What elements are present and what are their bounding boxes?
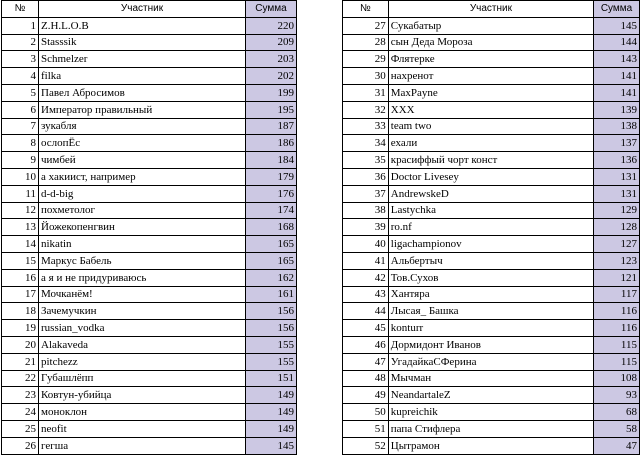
- row-number: 13: [2, 219, 39, 236]
- score-sum: 195: [246, 101, 297, 118]
- score-sum: 145: [246, 437, 297, 454]
- table-row: [2, 68, 297, 85]
- row-number: 5: [2, 84, 39, 101]
- table-row: [343, 252, 640, 269]
- table-row: [2, 84, 297, 101]
- row-number: 8: [2, 135, 39, 152]
- score-sum: 199: [246, 84, 297, 101]
- table-row: [2, 370, 297, 387]
- table-row: [2, 34, 297, 51]
- table-row: [343, 353, 640, 370]
- score-sum: 156: [246, 303, 297, 320]
- row-number: 25: [2, 420, 39, 437]
- row-number: 40: [343, 236, 389, 253]
- score-sum: 129: [594, 202, 640, 219]
- table-row: [2, 303, 297, 320]
- score-sum: 149: [246, 420, 297, 437]
- table-row: [2, 437, 297, 454]
- row-number: 38: [343, 202, 389, 219]
- row-number: 49: [343, 387, 389, 404]
- row-number: 20: [2, 336, 39, 353]
- participant-name: чимбей: [39, 152, 246, 169]
- row-number: 26: [2, 437, 39, 454]
- table-row: [343, 185, 640, 202]
- score-sum: 117: [594, 286, 640, 303]
- participant-name: сын Деда Мороза: [388, 34, 593, 51]
- participant-name: Дормидонт Иванов: [388, 336, 593, 353]
- row-number: 50: [343, 404, 389, 421]
- row-number: 52: [343, 437, 389, 454]
- row-number: 43: [343, 286, 389, 303]
- score-sum: 203: [246, 51, 297, 68]
- table-row: [343, 286, 640, 303]
- participant-name: ligachampionov: [388, 236, 593, 253]
- participant-name: похметолог: [39, 202, 246, 219]
- table-row: [343, 84, 640, 101]
- participant-name: XXX: [388, 101, 593, 118]
- score-sum: 162: [246, 269, 297, 286]
- score-sum: 138: [594, 118, 640, 135]
- participant-name: Лысая_ Башка: [388, 303, 593, 320]
- participant-name: Йожекопенгвин: [39, 219, 246, 236]
- row-number: 19: [2, 320, 39, 337]
- score-sum: 176: [246, 185, 297, 202]
- score-sum: 151: [246, 370, 297, 387]
- row-number: 39: [343, 219, 389, 236]
- row-number: 47: [343, 353, 389, 370]
- table-row: [343, 219, 640, 236]
- participant-name: neofit: [39, 420, 246, 437]
- participant-name: красиффый чорт конст: [388, 152, 593, 169]
- participant-name: а хакиист, например: [39, 168, 246, 185]
- row-number: 29: [343, 51, 389, 68]
- score-sum: 202: [246, 68, 297, 85]
- header-sum: Сумма: [246, 1, 297, 18]
- score-sum: 121: [594, 269, 640, 286]
- table-row: [2, 219, 297, 236]
- score-sum: 136: [594, 152, 640, 169]
- score-sum: 116: [594, 303, 640, 320]
- row-number: 48: [343, 370, 389, 387]
- participant-name: nikatin: [39, 236, 246, 253]
- header-sum: Сумма: [594, 1, 640, 18]
- table-row: [343, 34, 640, 51]
- row-number: 11: [2, 185, 39, 202]
- score-sum: 149: [246, 387, 297, 404]
- participant-name: а я и не придуриваюсь: [39, 269, 246, 286]
- participant-name: Lastychka: [388, 202, 593, 219]
- table-row: [2, 420, 297, 437]
- table-row: [343, 68, 640, 85]
- table-row: [2, 252, 297, 269]
- score-sum: 115: [594, 336, 640, 353]
- score-sum: 184: [246, 152, 297, 169]
- score-sum: 116: [594, 320, 640, 337]
- table-row: [343, 420, 640, 437]
- participant-name: Зачемучкин: [39, 303, 246, 320]
- participant-name: Альбертыч: [388, 252, 593, 269]
- results-table-left: [1, 0, 297, 455]
- row-number: 36: [343, 168, 389, 185]
- table-row: [343, 17, 640, 34]
- participant-name: нахренот: [388, 68, 593, 85]
- table-row: [2, 387, 297, 404]
- table-row: [2, 320, 297, 337]
- score-sum: 155: [246, 336, 297, 353]
- participant-name: konturr: [388, 320, 593, 337]
- score-sum: 144: [594, 34, 640, 51]
- participant-name: Цытрамон: [388, 437, 593, 454]
- score-sum: 209: [246, 34, 297, 51]
- table-row: [2, 336, 297, 353]
- table-row: [2, 286, 297, 303]
- participant-name: filka: [39, 68, 246, 85]
- score-sum: 187: [246, 118, 297, 135]
- table-row: [343, 236, 640, 253]
- participant-name: Schmelzer: [39, 51, 246, 68]
- participant-name: Тов.Сухов: [388, 269, 593, 286]
- table-row: [343, 101, 640, 118]
- participant-name: Хантяра: [388, 286, 593, 303]
- row-number: 51: [343, 420, 389, 437]
- row-number: 30: [343, 68, 389, 85]
- score-sum: 155: [246, 353, 297, 370]
- row-number: 17: [2, 286, 39, 303]
- participant-name: Губашлёпп: [39, 370, 246, 387]
- participant-name: моноклон: [39, 404, 246, 421]
- participant-name: Флятерке: [388, 51, 593, 68]
- score-sum: 145: [594, 17, 640, 34]
- row-number: 9: [2, 152, 39, 169]
- participant-name: Alakaveda: [39, 336, 246, 353]
- table-row: [343, 387, 640, 404]
- row-number: 7: [2, 118, 39, 135]
- participant-name: NeandartaleZ: [388, 387, 593, 404]
- score-sum: 123: [594, 252, 640, 269]
- score-sum: 47: [594, 437, 640, 454]
- table-row: [343, 168, 640, 185]
- table-row: [343, 303, 640, 320]
- participant-name: russian_vodka: [39, 320, 246, 337]
- row-number: 18: [2, 303, 39, 320]
- participant-name: kupreichik: [388, 404, 593, 421]
- header-row: [2, 1, 297, 18]
- score-sum: 161: [246, 286, 297, 303]
- row-number: 22: [2, 370, 39, 387]
- table-row: [2, 135, 297, 152]
- table-row: [343, 51, 640, 68]
- participant-name: УгадайкаСФерина: [388, 353, 593, 370]
- participant-name: Z.H.L.O.B: [39, 17, 246, 34]
- table-row: [2, 236, 297, 253]
- row-number: 2: [2, 34, 39, 51]
- participant-name: d-d-big: [39, 185, 246, 202]
- header-num: №: [343, 1, 389, 18]
- score-sum: 143: [594, 51, 640, 68]
- score-sum: 93: [594, 387, 640, 404]
- participant-name: team two: [388, 118, 593, 135]
- participant-name: AndrewskeD: [388, 185, 593, 202]
- table-row: [2, 168, 297, 185]
- participant-name: pitchezz: [39, 353, 246, 370]
- table-row: [2, 185, 297, 202]
- participant-name: Павел Абросимов: [39, 84, 246, 101]
- row-number: 33: [343, 118, 389, 135]
- participant-name: Stasssik: [39, 34, 246, 51]
- table-row: [343, 404, 640, 421]
- score-sum: 115: [594, 353, 640, 370]
- row-number: 35: [343, 152, 389, 169]
- row-number: 32: [343, 101, 389, 118]
- table-row: [2, 17, 297, 34]
- participant-name: Ковтун-убийца: [39, 387, 246, 404]
- table-row: [343, 269, 640, 286]
- table-row: [2, 353, 297, 370]
- row-number: 15: [2, 252, 39, 269]
- row-number: 16: [2, 269, 39, 286]
- participant-name: Император правильный: [39, 101, 246, 118]
- row-number: 28: [343, 34, 389, 51]
- row-number: 44: [343, 303, 389, 320]
- header-row: [343, 1, 640, 18]
- participant-name: зукабля: [39, 118, 246, 135]
- score-sum: 108: [594, 370, 640, 387]
- participant-name: Мычман: [388, 370, 593, 387]
- row-number: 31: [343, 84, 389, 101]
- table-row: [343, 336, 640, 353]
- score-sum: 141: [594, 68, 640, 85]
- score-sum: 141: [594, 84, 640, 101]
- participant-name: ослопЁс: [39, 135, 246, 152]
- table-row: [2, 101, 297, 118]
- table-row: [2, 269, 297, 286]
- score-sum: 139: [594, 101, 640, 118]
- table-row: [343, 118, 640, 135]
- table-row: [343, 202, 640, 219]
- row-number: 41: [343, 252, 389, 269]
- score-sum: 58: [594, 420, 640, 437]
- header-num: №: [2, 1, 39, 18]
- score-sum: 179: [246, 168, 297, 185]
- participant-name: Маркус Бабель: [39, 252, 246, 269]
- score-sum: 128: [594, 219, 640, 236]
- score-sum: 165: [246, 236, 297, 253]
- row-number: 37: [343, 185, 389, 202]
- score-sum: 156: [246, 320, 297, 337]
- table-row: [2, 202, 297, 219]
- table-row: [2, 51, 297, 68]
- score-sum: 174: [246, 202, 297, 219]
- row-number: 1: [2, 17, 39, 34]
- score-sum: 127: [594, 236, 640, 253]
- score-sum: 165: [246, 252, 297, 269]
- participant-name: ехали: [388, 135, 593, 152]
- table-row: [343, 437, 640, 454]
- score-sum: 131: [594, 168, 640, 185]
- score-sum: 186: [246, 135, 297, 152]
- row-number: 12: [2, 202, 39, 219]
- table-row: [2, 152, 297, 169]
- header-participant: Участник: [39, 1, 246, 18]
- table-row: [343, 152, 640, 169]
- score-sum: 149: [246, 404, 297, 421]
- table-row: [343, 370, 640, 387]
- participant-name: Сукабатыр: [388, 17, 593, 34]
- row-number: 34: [343, 135, 389, 152]
- table-row: [343, 320, 640, 337]
- row-number: 45: [343, 320, 389, 337]
- header-participant: Участник: [388, 1, 593, 18]
- table-row: [2, 118, 297, 135]
- row-number: 27: [343, 17, 389, 34]
- row-number: 3: [2, 51, 39, 68]
- row-number: 14: [2, 236, 39, 253]
- results-table-right: [342, 0, 640, 455]
- row-number: 10: [2, 168, 39, 185]
- score-sum: 168: [246, 219, 297, 236]
- participant-name: Мочканём!: [39, 286, 246, 303]
- participant-name: MaxPayne: [388, 84, 593, 101]
- row-number: 6: [2, 101, 39, 118]
- table-row: [343, 135, 640, 152]
- score-sum: 220: [246, 17, 297, 34]
- participant-name: Doctor Livesey: [388, 168, 593, 185]
- row-number: 23: [2, 387, 39, 404]
- row-number: 42: [343, 269, 389, 286]
- score-sum: 68: [594, 404, 640, 421]
- row-number: 24: [2, 404, 39, 421]
- row-number: 46: [343, 336, 389, 353]
- score-sum: 137: [594, 135, 640, 152]
- participant-name: гегша: [39, 437, 246, 454]
- participant-name: ro.nf: [388, 219, 593, 236]
- row-number: 21: [2, 353, 39, 370]
- row-number: 4: [2, 68, 39, 85]
- table-row: [2, 404, 297, 421]
- participant-name: папа Стифлера: [388, 420, 593, 437]
- score-sum: 131: [594, 185, 640, 202]
